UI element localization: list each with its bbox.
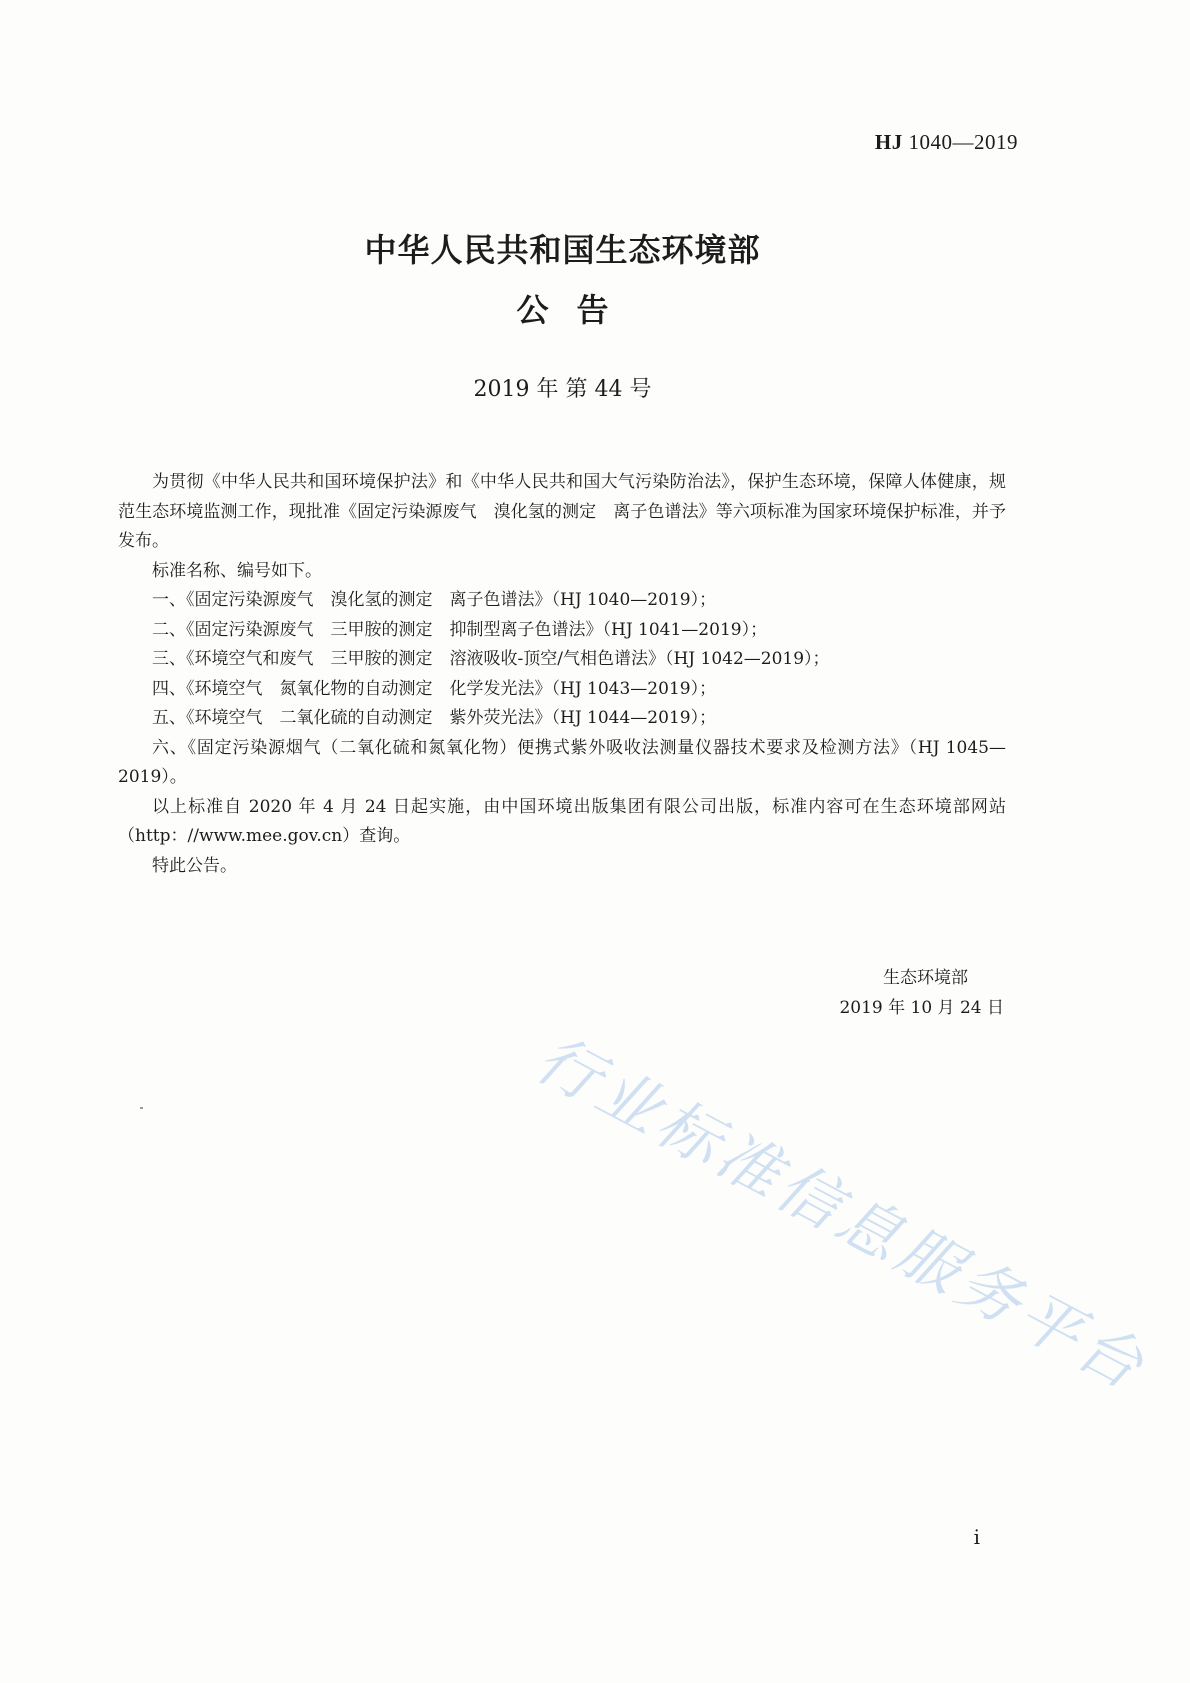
signature-block [839,963,1004,1023]
notice-body [118,468,1006,881]
closing-line: 特此公告。 [152,855,237,876]
standard-code [875,130,1018,155]
standard-item: 三、《环境空气和废气 三甲胺的测定 溶液吸收-顶空/气相色谱法》（HJ 1042—2019）； [152,649,830,669]
standard-item: 六、《固定污染源烟气（二氧化硫和氮氧化物）便携式紫外吸收法测量仪器技术要求及检测方法》（HJ 1045—2019）。 [118,737,1006,787]
standard-item: 四、《环境空气 氮氧化物的自动测定 化学发光法》（HJ 1043—2019）； [152,678,717,699]
watermark: 行业标准信息服务平台 [524,1021,1160,1406]
issuing-organization-title: 中华人民共和国生态环境部 [364,231,761,269]
standard-item: 一、《固定污染源废气 溴化氢的测定 离子色谱法》（HJ 1040—2019）； [152,590,717,610]
signature-date: 2019 年 10 月 24 日 [839,998,1004,1018]
standard-item: 五、《环境空气 二氧化硫的自动测定 紫外荧光法》（HJ 1044—2019）； [152,708,717,728]
intro-paragraph: 为贯彻《中华人民共和国环境保护法》和《中华人民共和国大气污染防治法》，保护生态环境，保障人体健康，规范生态环境监测工作，现批准《固定污染源废气 溴化氢的测定 离子色谱法》等六项标准为国家环境保护标准，并予发布。 [118,472,1006,551]
notice-heading: 公告 [516,291,637,329]
implementation-paragraph: 以上标准自 2020 年 4 月 24 日起实施，由中国环境出版集团有限公司出版，标准内容可在生态环境部网站（http：//www.mee.gov.cn）查询。 [118,796,1006,846]
standard-code-prefix: HJ [874,130,903,154]
signature-organization: 生态环境部 [883,968,968,988]
scan-speck [140,1107,143,1109]
page-number: i [973,1525,980,1549]
issue-number: 2019 年 第 44 号 [473,377,652,402]
list-intro: 标准名称、编号如下。 [152,560,322,581]
standard-item: 二、《固定污染源废气 三甲胺的测定 抑制型离子色谱法》（HJ 1041—2019）； [152,619,768,640]
standard-code-number: 1040—2019 [908,130,1018,154]
